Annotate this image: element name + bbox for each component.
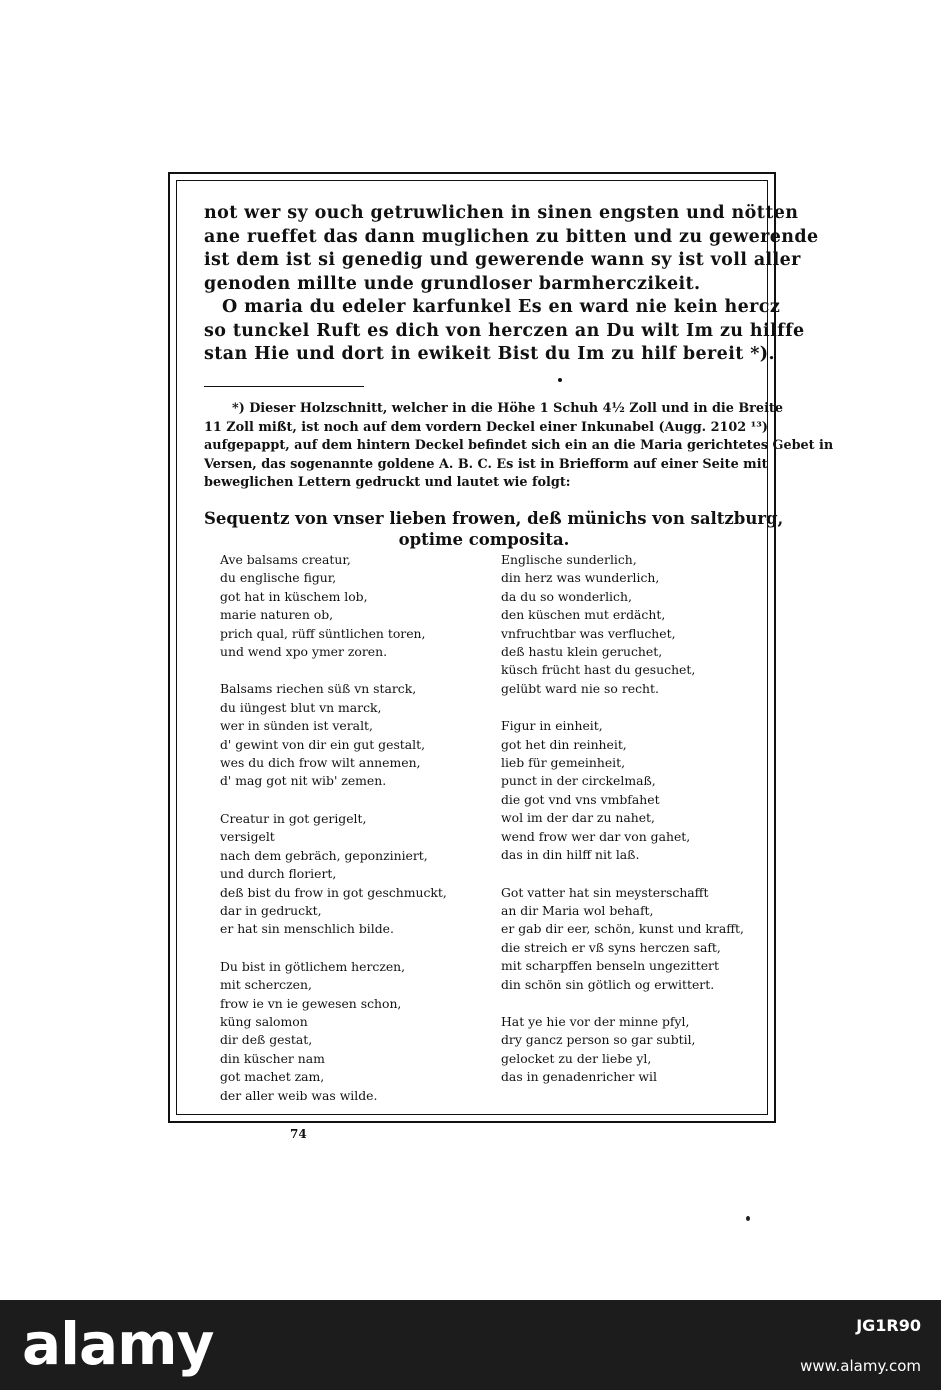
- main-paragraph: [204, 202, 819, 367]
- verse-line: got hat in küschem lob,: [220, 588, 368, 604]
- stanza: [501, 1013, 771, 1087]
- verse-line: die streich er vß syns herczen saft,: [501, 939, 721, 955]
- footnote-line: beweglichen Lettern gedruckt und lautet wie folgt:: [204, 475, 571, 491]
- main-text-line: not wer sy ouch getruwlichen in sinen engsten und nötten: [204, 203, 799, 223]
- ink-speck: [746, 1216, 750, 1221]
- verse-line: dar in gedruckt,: [220, 902, 322, 918]
- verse-line: d' mag got nit wib' zemen.: [220, 773, 387, 789]
- verse-line: wend frow wer dar von gahet,: [501, 828, 691, 844]
- stanza: [220, 551, 490, 661]
- verse-line: und wend xpo ymer zoren.: [220, 644, 388, 660]
- main-text-line: O maria du edeler karfunkel Es en ward nie kein hercz: [222, 297, 781, 317]
- main-text-line: ane rueffet das dann muglichen zu bitten und zu gewerende: [204, 226, 819, 247]
- verse-line: er gab dir eer, schön, kunst und krafft,: [501, 921, 744, 937]
- stanza: [501, 717, 771, 864]
- verse-line: din küscher nam: [220, 1050, 325, 1066]
- verse-line: Creatur in got gerigelt,: [220, 810, 367, 826]
- stanza: [501, 551, 771, 698]
- verse-line: der aller weib was wilde.: [220, 1087, 378, 1103]
- verse-line: das in din hilff nit laß.: [501, 847, 640, 863]
- verse-line: got het din reinheit,: [501, 736, 627, 752]
- verse-line: den küschen mut erdächt,: [501, 607, 666, 623]
- ink-speck: [558, 378, 562, 382]
- watermark-url: www.alamy.com: [800, 1357, 921, 1375]
- verse-line: wol im der dar zu nahet,: [501, 810, 655, 826]
- footnote-line: *) Dieser Holzschnitt, welcher in die Höhe 1 Schuh 4½ Zoll und in die Breite: [232, 401, 783, 416]
- stanza: [220, 958, 490, 1105]
- verse-line: gelübt ward nie so recht.: [501, 680, 659, 696]
- verse-line: marie naturen ob,: [220, 607, 334, 623]
- verse-line: das in genadenricher wil: [501, 1069, 657, 1085]
- verse-line: din schön sin götlich og erwittert.: [501, 976, 715, 992]
- verse-line: dry gancz person so gar subtil,: [501, 1032, 696, 1048]
- verse-line: Englische sunderlich,: [501, 552, 637, 567]
- main-text-block: [204, 202, 819, 367]
- verse-line: Balsams riechen süß vn starck,: [220, 681, 417, 697]
- main-text-line: stan Hie und dort in ewikeit Bist du Im zu hilf bereit *).: [204, 344, 775, 364]
- footnote-block: [204, 400, 834, 493]
- verse-line: an dir Maria wol behaft,: [501, 902, 654, 918]
- verse-line: gelocket zu der liebe yl,: [501, 1050, 652, 1066]
- verse-line: deß bist du frow in got geschmuckt,: [220, 884, 447, 900]
- poem-heading-line: optime composita.: [398, 530, 570, 549]
- footnote-line: aufgepappt, auf dem hintern Deckel befindet sich ein an die Maria gerichtetes Gebet in: [204, 438, 834, 454]
- verse-line: wer in sünden ist veralt,: [220, 718, 373, 734]
- poem-left-column: [220, 551, 490, 1124]
- verse-line: Figur in einheit,: [501, 718, 603, 734]
- main-text-line: ist dem ist si genedig und gewerende wann sy ist voll aller: [204, 250, 801, 270]
- verse-line: und durch floriert,: [220, 866, 337, 882]
- stanza: [220, 680, 490, 790]
- poem-heading: [204, 508, 784, 550]
- footnote-separator-rule: [204, 386, 364, 387]
- verse-line: frow ie vn ie gewesen schon,: [220, 995, 402, 1011]
- verse-line: d' gewint von dir ein gut gestalt,: [220, 736, 426, 752]
- verse-line: er hat sin menschlich bilde.: [220, 921, 394, 937]
- footnote-line: Versen, das sogenannte goldene A. B. C. Es ist in Briefform auf einer Seite mit: [204, 456, 768, 472]
- verse-line: Du bist in götlichem herczen,: [220, 958, 406, 974]
- image-id: JG1R90: [856, 1316, 921, 1335]
- stanza: [501, 884, 771, 994]
- verse-line: vnfruchtbar was verfluchet,: [501, 625, 676, 641]
- verse-line: dir deß gestat,: [220, 1032, 313, 1048]
- stanza: [220, 810, 490, 939]
- poem-right-column: [501, 551, 771, 1106]
- page-number: 74: [290, 1127, 307, 1141]
- verse-line: Got vatter hat sin meysterschafft: [501, 884, 709, 900]
- verse-line: küsch frücht hast du gesuchet,: [501, 662, 696, 678]
- verse-line: din herz was wunderlich,: [501, 570, 660, 586]
- verse-line: küng salomon: [220, 1013, 308, 1029]
- verse-line: versigelt: [220, 829, 275, 845]
- verse-line: mit scherczen,: [220, 977, 312, 993]
- verse-line: die got vnd vns vmbfahet: [501, 791, 660, 807]
- main-text-line: genoden millte unde grundloser barmherczikeit.: [204, 273, 701, 294]
- verse-line: Hat ye hie vor der minne pfyl,: [501, 1013, 690, 1029]
- verse-line: wes du dich frow wilt annemen,: [220, 755, 421, 771]
- poem-heading-line: Sequentz von vnser lieben frowen, deß münichs von saltzburg,: [204, 509, 784, 528]
- verse-line: prich qual, rüff süntlichen toren,: [220, 625, 426, 641]
- footnote-line: 11 Zoll mißt, ist noch auf dem vordern Deckel einer Inkunabel (Augg. 2102 ¹³): [204, 419, 768, 435]
- verse-line: punct in der circkelmaß,: [501, 773, 656, 789]
- verse-line: lieb für gemeinheit,: [501, 755, 626, 771]
- alamy-logo: alamy: [22, 1310, 214, 1378]
- verse-line: du englische figur,: [220, 570, 337, 586]
- verse-line: nach dem gebräch, geponziniert,: [220, 847, 428, 863]
- verse-line: mit scharpffen benseln ungezittert: [501, 958, 719, 974]
- verse-line: Ave balsams creatur,: [220, 552, 351, 567]
- verse-line: got machet zam,: [220, 1069, 325, 1085]
- verse-line: du iüngest blut vn marck,: [220, 699, 382, 715]
- verse-line: da du so wonderlich,: [501, 588, 632, 604]
- main-text-line: so tunckel Ruft es dich von herczen an Du wilt Im zu hilffe: [204, 320, 805, 341]
- verse-line: deß hastu klein geruchet,: [501, 644, 663, 660]
